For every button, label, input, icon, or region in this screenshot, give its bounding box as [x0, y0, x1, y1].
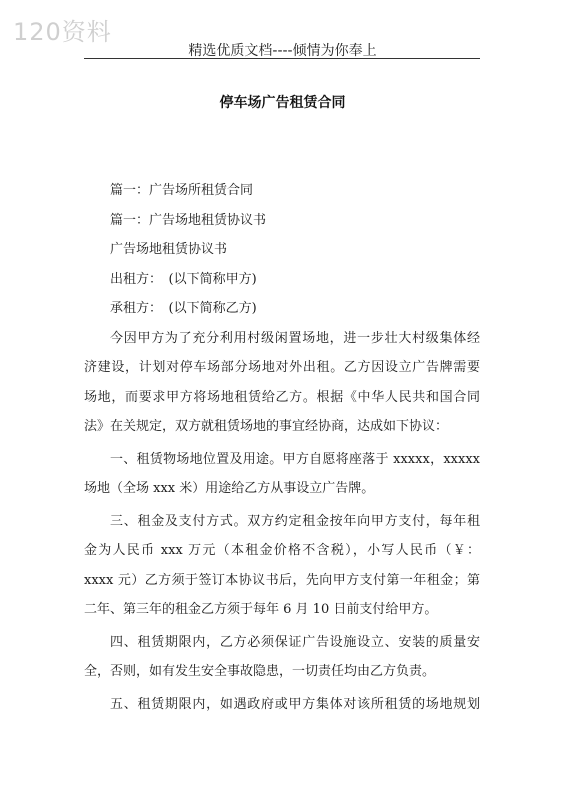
- paragraph-line: 二年、第三年的租金乙方须于每年 6 月 10 日前支付给甲方。: [84, 602, 438, 617]
- document-title: 停车场广告租赁合同: [219, 95, 346, 111]
- paragraph-line: 出租方： (以下简称甲方): [110, 271, 257, 287]
- paragraph-line: 今因甲方为了充分利用村级闲置场地，进一步壮大村级集体经: [110, 330, 480, 346]
- paragraph-line: 篇一：广告场地租赁协议书: [110, 212, 267, 228]
- paragraph-line: 四、租赁期限内，乙方必须保证广告设施设立、安装的质量安: [110, 634, 480, 650]
- paragraph-line: 一、租赁物场地位置及用途。甲方自愿将座落于 xxxxx，xxxxx: [110, 451, 480, 467]
- paragraph-line: 篇一：广告场所租赁合同: [110, 183, 254, 198]
- paragraph-line: 场地（全场 xxx 米）用途给乙方从事设立广告牌。: [84, 481, 375, 496]
- paragraph-line: 广告场地租赁协议书: [110, 242, 228, 257]
- watermark-logo: 120资料: [13, 18, 112, 46]
- document-body: [84, 176, 480, 719]
- paragraph-line: 法》在关规定，双方就租赁场地的事宜经协商，达成如下协议：: [84, 419, 449, 434]
- paragraph-line: 五、租赁期限内，如遇政府或甲方集体对该所租赁的场地规划: [110, 696, 480, 712]
- paragraph-line: 场地，而要求甲方将场地租赁给乙方。根据《中华人民共和国合同: [84, 389, 480, 405]
- paragraph-line: xxxx 元）乙方须于签订本协议书后，先向甲方支付第一年租金；第: [84, 572, 480, 588]
- paragraph-line: 承租方： (以下简称乙方): [110, 301, 257, 316]
- paragraph-line: 济建设，计划对停车场部分场地对外出租。乙方因设立广告牌需要: [84, 360, 480, 375]
- page-header-title: 精选优质文档----倾情为你奉上: [188, 43, 377, 59]
- header-divider: [84, 58, 480, 59]
- paragraph-line: 全，否则，如有发生安全事故隐患，一切责任均由乙方负责。: [84, 664, 436, 679]
- paragraph-line: 金为人民币 xxx 万元（本租金价格不含税），小写人民币（￥：: [84, 543, 480, 558]
- paragraph-line: 三、租金及支付方式。双方约定租金按年向甲方支付，每年租: [110, 513, 480, 529]
